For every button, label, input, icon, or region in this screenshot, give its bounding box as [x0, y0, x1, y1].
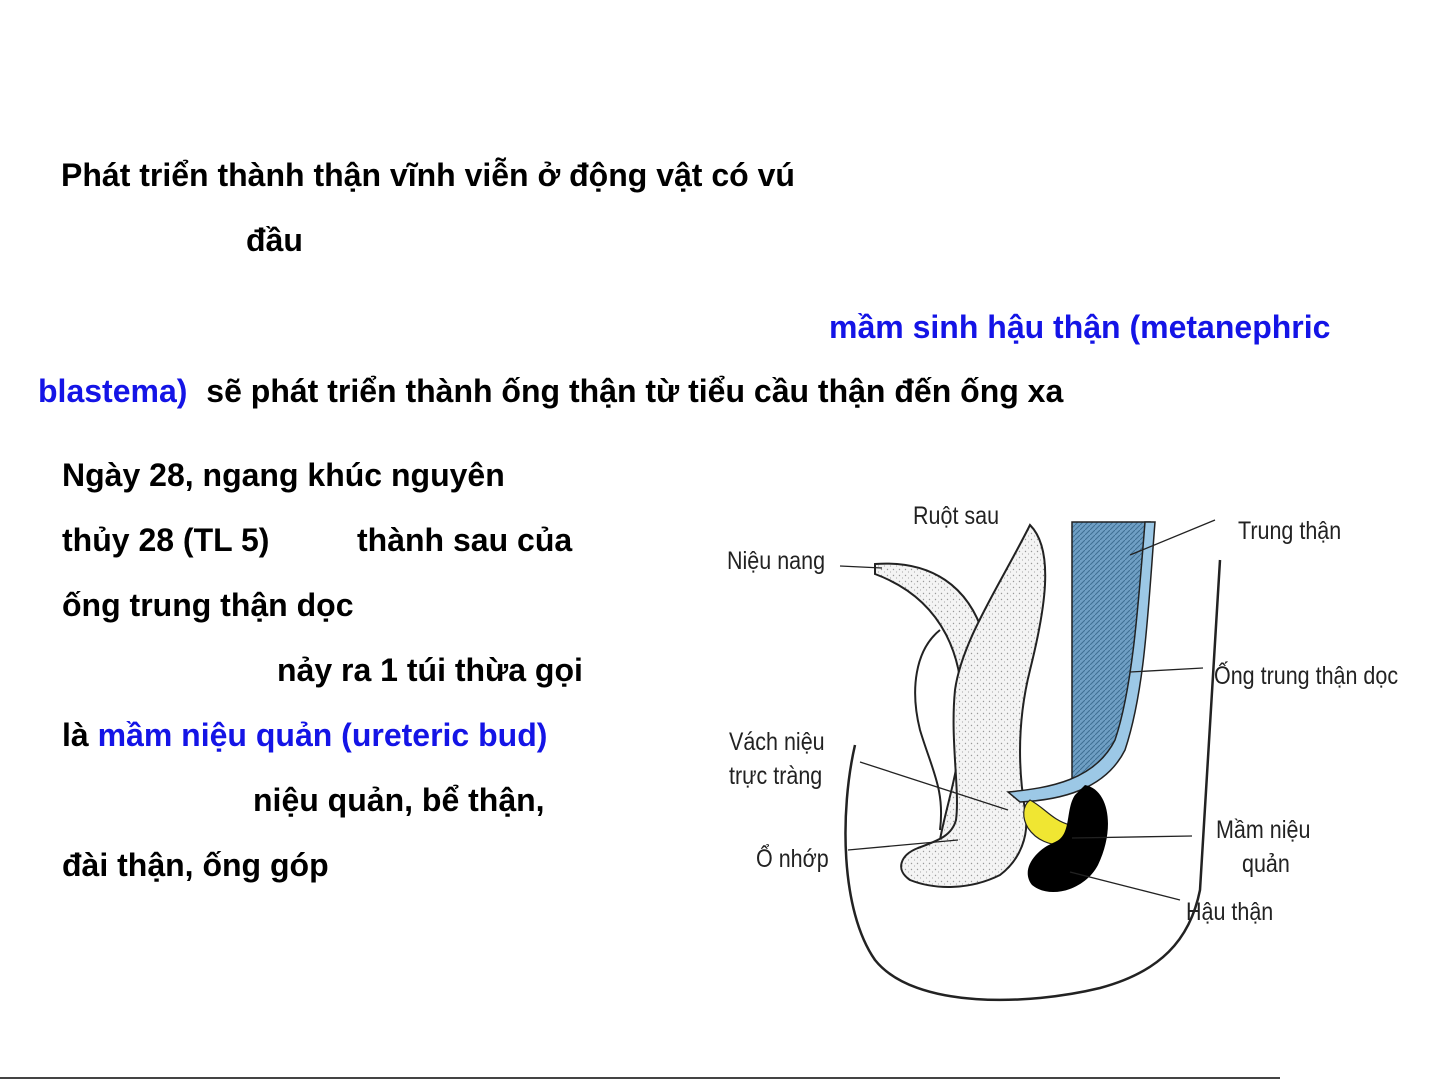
para2-line-2b: thành sau của: [357, 522, 573, 558]
label-quan: quản: [1242, 850, 1290, 878]
para2-line-1: Ngày 28, ngang khúc nguyên: [62, 457, 505, 493]
paragraph-1-line-2: [38, 372, 1063, 410]
kidney-development-diagram: [700, 490, 1441, 1050]
metanephric-blastema-term: mầm sinh hậu thận (metanephric: [829, 309, 1331, 345]
label-mam-nieu: Mầm niệu: [1216, 816, 1311, 844]
slide-title: Phát triển thành thận vĩnh viễn ở động vật có vú: [61, 157, 795, 193]
paragraph-1-rest: sẽ phát triển thành ống thận từ tiểu cầu thận đến ống xa: [206, 373, 1064, 409]
label-o-nhop: Ổ nhớp: [756, 845, 829, 873]
label-truc-trang: trực tràng: [729, 762, 823, 790]
para2-line-2a: thủy 28 (TL 5): [62, 522, 270, 558]
ureteric-bud-term: mầm niệu quản (ureteric bud): [97, 717, 548, 753]
urorectal-fold: [915, 630, 941, 830]
para2-line-3: ống trung thận dọc: [62, 587, 354, 623]
title-continuation: đầu: [246, 222, 303, 258]
label-ruot-sau: Ruột sau: [913, 502, 1000, 530]
label-vach-nieu: Vách niệu: [729, 728, 825, 756]
para2-line-5a: là: [62, 717, 89, 753]
para2-line-6: niệu quản, bể thận,: [253, 782, 545, 818]
footer-rule: [0, 1077, 1280, 1079]
para2-line-4: nảy ra 1 túi thừa gọi: [277, 652, 583, 688]
metanephric-blastema-term-cont: blastema): [38, 373, 188, 409]
label-ong-trung-than-doc: Ống trung thận dọc: [1214, 662, 1399, 690]
label-nieu-nang: Niệu nang: [727, 547, 826, 575]
para2-line-7: đài thận, ống góp: [62, 847, 329, 883]
label-hau-than: Hậu thận: [1186, 898, 1274, 926]
label-trung-than: Trung thận: [1238, 517, 1342, 545]
para2-line-5: [62, 716, 547, 754]
